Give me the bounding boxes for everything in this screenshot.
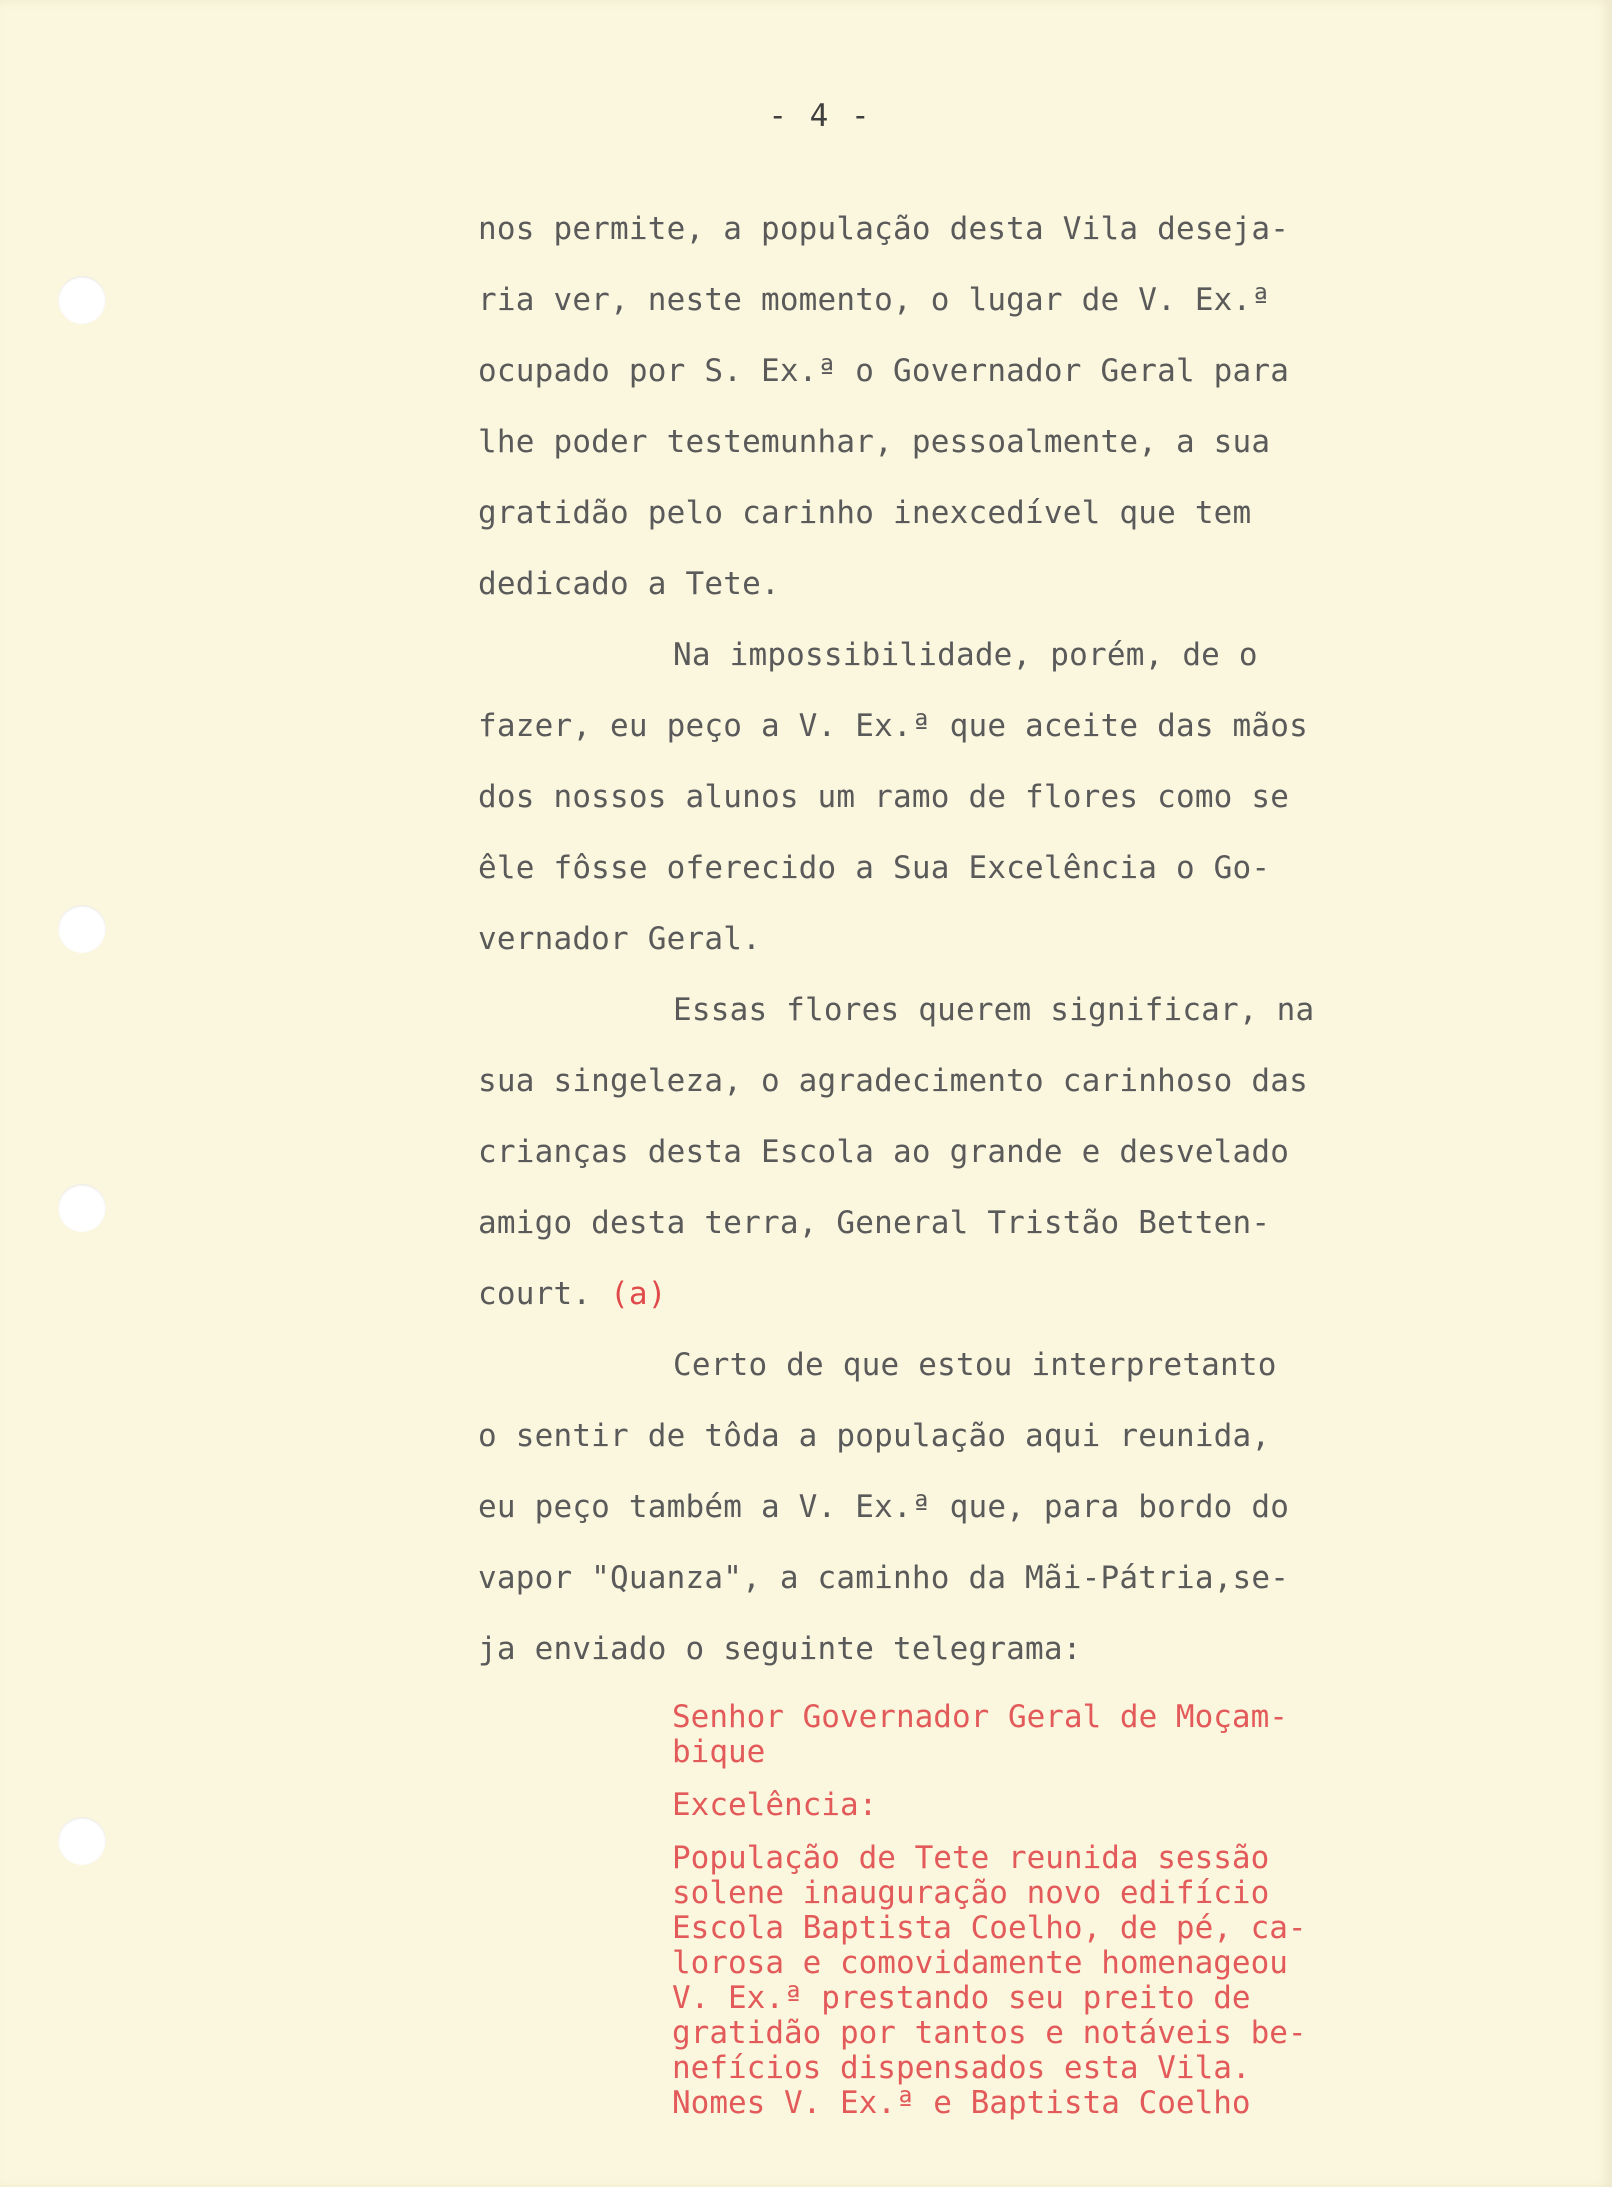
paragraph-start-line: Essas flores querem significar, na	[673, 992, 1315, 1028]
telegram-address	[672, 1700, 1372, 1770]
page-number: - 4 -	[768, 98, 872, 134]
telegram-message	[672, 1841, 1372, 2121]
annotation-mark: (a)	[610, 1276, 667, 1312]
telegram-message-line: V. Ex.ª prestando seu preito de	[672, 1980, 1251, 2016]
body-line: eu peço também a V. Ex.ª que, para bordo do	[478, 1489, 1290, 1525]
paragraph-start-line: Certo de que estou interpretanto	[673, 1347, 1277, 1383]
body-line-text: court.	[478, 1276, 592, 1312]
telegram-message-line: nefícios dispensados esta Vila.	[672, 2050, 1251, 2086]
body-line: crianças desta Escola ao grande e desvelado	[478, 1134, 1290, 1170]
telegram-address-line: bique	[672, 1734, 766, 1770]
body-line: ja enviado o seguinte telegrama:	[478, 1631, 1082, 1667]
body-line: ocupado por S. Ex.ª o Governador Geral para	[478, 353, 1290, 389]
telegram-salutation-block	[672, 1788, 1372, 1823]
body-line-with-annotation	[478, 1259, 1358, 1330]
punch-hole	[58, 1184, 106, 1232]
punch-hole	[58, 905, 106, 953]
telegram-message-line: gratidão por tantos e notáveis be-	[672, 2015, 1307, 2051]
punch-hole	[58, 276, 106, 324]
body-line: gratidão pelo carinho inexcedível que tem	[478, 495, 1252, 531]
body-line: fazer, eu peço a V. Ex.ª que aceite das mãos	[478, 708, 1308, 744]
telegram-message-line: Escola Baptista Coelho, de pé, ca-	[672, 1910, 1307, 1946]
telegram-address-line: Senhor Governador Geral de Moçam-	[672, 1699, 1288, 1735]
body-line: nos permite, a população desta Vila deseja-	[478, 211, 1290, 247]
telegram-message-line: solene inauguração novo edifício	[672, 1875, 1270, 1911]
telegram-salutation: Excelência:	[672, 1787, 878, 1823]
telegram-message-line: lorosa e comovidamente homenageou	[672, 1945, 1288, 1981]
punch-hole	[58, 1817, 106, 1865]
body-line: vapor "Quanza", a caminho da Mãi-Pátria,se-	[478, 1560, 1290, 1596]
body-line: êle fôsse oferecido a Sua Excelência o Go-	[478, 850, 1271, 886]
body-line: lhe poder testemunhar, pessoalmente, a sua	[478, 424, 1271, 460]
body-line: dedicado a Tete.	[478, 566, 780, 602]
body-line: ria ver, neste momento, o lugar de V. Ex.ª	[478, 282, 1271, 318]
body-line: vernador Geral.	[478, 921, 761, 957]
body-line: amigo desta terra, General Tristão Betten-	[478, 1205, 1271, 1241]
telegram-message-line: População de Tete reunida sessão	[672, 1840, 1270, 1876]
telegram-message-line: Nomes V. Ex.ª e Baptista Coelho	[672, 2085, 1251, 2121]
paragraph-start-line: Na impossibilidade, porém, de o	[673, 637, 1258, 673]
letter-body	[478, 194, 1358, 1685]
body-line: dos nossos alunos um ramo de flores como se	[478, 779, 1290, 815]
body-line: sua singeleza, o agradecimento carinhoso das	[478, 1063, 1308, 1099]
body-line: o sentir de tôda a população aqui reunida,	[478, 1418, 1271, 1454]
